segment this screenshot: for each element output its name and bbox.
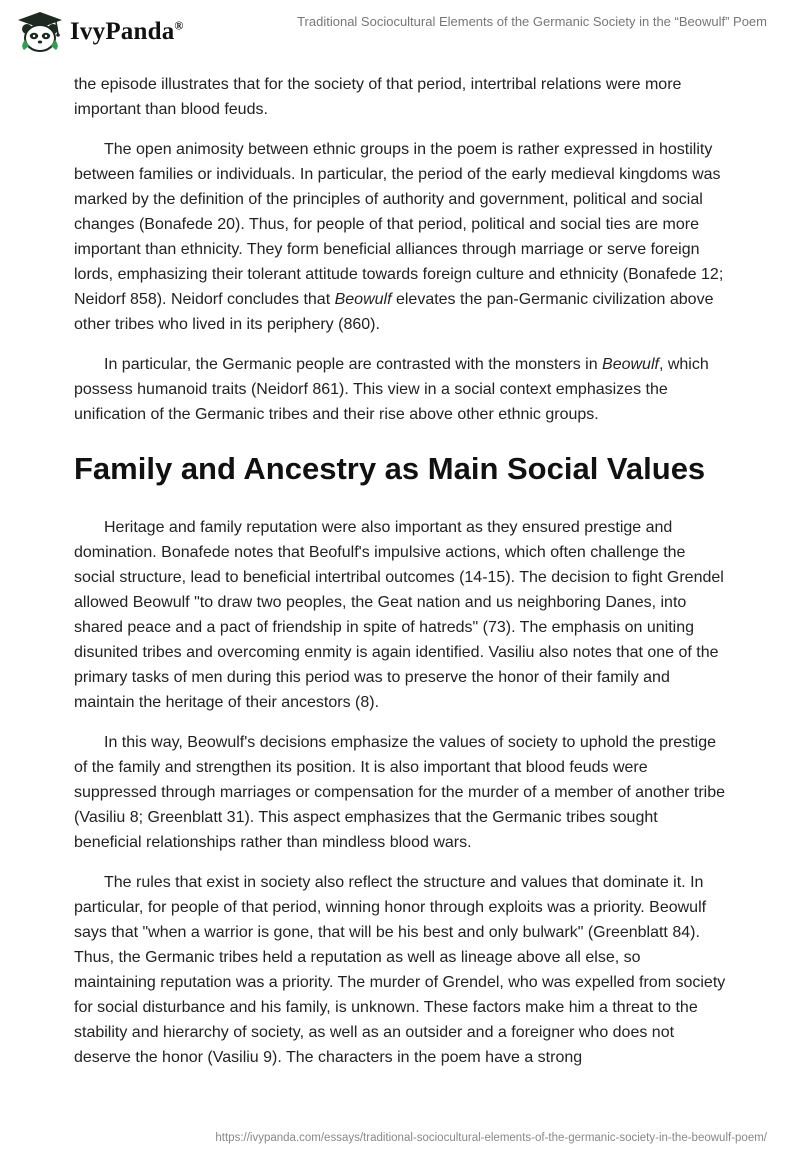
section-heading: Family and Ancestry as Main Social Values [74, 451, 706, 486]
brand-logo[interactable] [16, 10, 184, 54]
document-title: Traditional Sociocultural Elements of the Germanic Society in the “Beowulf” Poem [297, 14, 767, 29]
paragraph: Heritage and family reputation were also important as they ensured prestige and domination. Bonafede notes that Beofulf's impulsive actions, which often challenge the social structure, lead to beneficial intertribal outcomes (14-15). The decision to fight Grendel allowed Beowulf "to draw two peoples, the Geat nation and us neighboring Danes, into shared peace and a pact of friendship in spite of hatreds" (73). The emphasis on uniting disunited tribes and overcoming enmity is again identified. Vasiliu also notes that one of the primary tasks of men during this period was to preserve the honor of their family and maintain the heritage of their ancestors (8). [74, 519, 724, 711]
source-url[interactable]: https://ivypanda.com/essays/traditional-sociocultural-elements-of-the-germanic-society-in-the-beowulf-poem/ [215, 1132, 767, 1144]
essay-body [74, 72, 726, 1085]
paragraph: the episode illustrates that for the society of that period, intertribal relations were more important than blood feuds. [74, 76, 682, 118]
trademark-symbol: ® [174, 18, 184, 33]
paragraph: In this way, Beowulf's decisions emphasize the values of society to uphold the prestige of the family and strengthen its position. It is also important that blood feuds were suppressed through marriages or compensation for the murder of a member of another tribe (Vasiliu 8; Greenblatt 31). This aspect emphasizes that the Germanic tribes sought beneficial relationships rather than mindless blood wars. [74, 734, 725, 851]
brand-name: IvyPanda® [70, 18, 184, 45]
paragraph: The open animosity between ethnic groups in the poem is rather expressed in hostility between families or individuals. In particular, the period of the early medieval kingdoms was marked by the definition of the principles of authority and government, political and social changes (Bonafede 20). Thus, for people of that period, political and social ties are more important than ethnicity. They form beneficial alliances through marriage or serve foreign lords, emphasizing their tolerant attitude towards foreign culture and ethnicity (Bonafede 12; Neidorf 858). Neidorf concludes that Beowulf elevates the pan-Germanic civilization above other tribes who lived in its periphery (860). [74, 141, 724, 333]
panda-logo-icon [16, 10, 64, 54]
paragraph: The rules that exist in society also reflect the structure and values that dominate it. In particular, for people of that period, winning honor through exploits was a priority. Beowulf says that "when a warrior is gone, that will be his best and only bulwark" (Greenblatt 84). Thus, the Germanic tribes held a reputation as well as lineage above all else, so maintaining reputation was a priority. The murder of Grendel, who was expelled from society for social disturbance and his family, is unknown. These factors make him a threat to the stability and hierarchy of society, as well as an outsider and a foreigner who does not deserve the honor (Vasiliu 9). The characters in the poem have a strong [74, 874, 726, 1066]
page-header [0, 0, 800, 60]
paragraph: In particular, the Germanic people are contrasted with the monsters in Beowulf, which possess humanoid traits (Neidorf 861). This view in a social context emphasizes the unification of the Germanic tribes and their rise above other ethnic groups. [74, 356, 709, 423]
book-title: Beowulf [602, 356, 659, 373]
book-title: Beowulf [334, 291, 392, 308]
